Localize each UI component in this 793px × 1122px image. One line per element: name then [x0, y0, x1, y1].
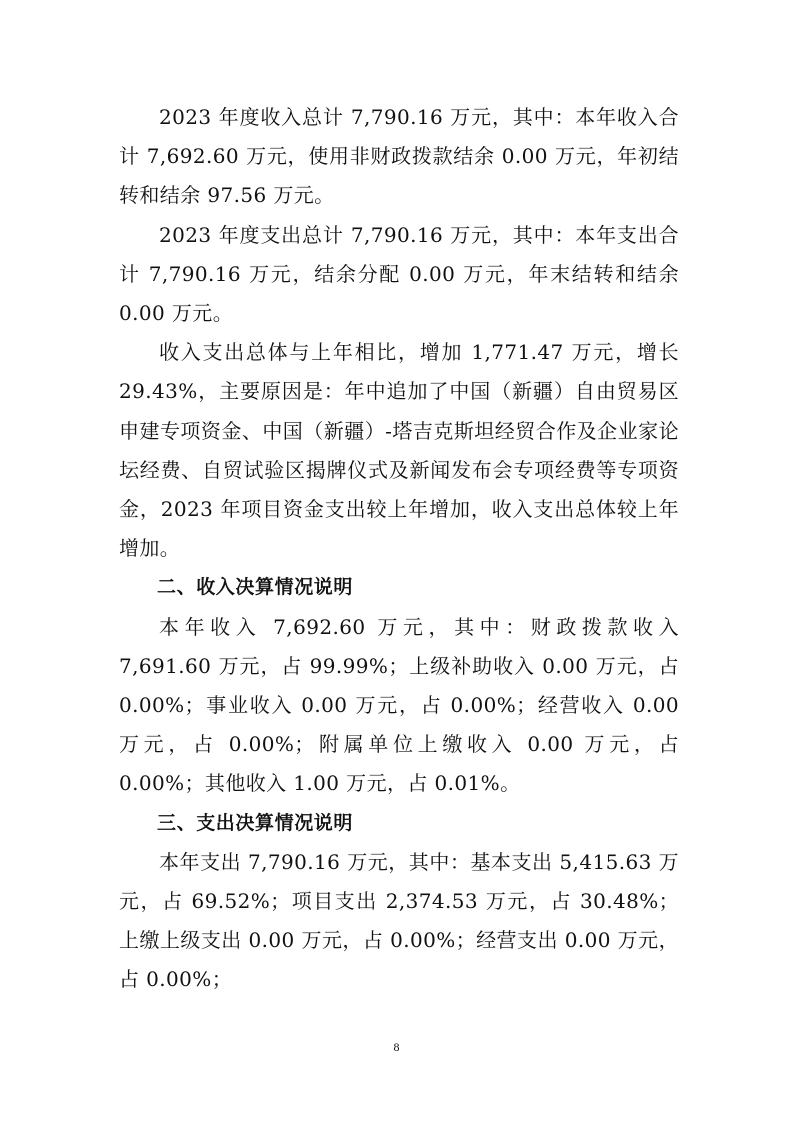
page-number: 8	[393, 1040, 400, 1054]
heading-expense-section: 三、支出决算情况说明	[157, 811, 354, 834]
paragraph-income-details: 本年收入 7,692.60 万元，其中：财政拨款收入 7,691.60 万元，占 99.99%；上级补助收入 0.00 万元，占 0.00%；事业收入 0.00 万元，占 0.00%；经营收入 0.00 万元，占 0.00%；附属单位上缴收入 0.00 万元，占 0.00%；其他收入 1.00 万元，占 0.01%。	[119, 614, 679, 796]
paragraph-income-total: 2023 年度收入总计 7,790.16 万元，其中：本年收入合计 7,692.60 万元，使用非财政拨款结余 0.00 万元，年初结转和结余 97.56 万元。	[119, 105, 679, 208]
paragraph-expense-details: 本年支出 7,790.16 万元，其中：基本支出 5,415.63 万元，占 69.52%；项目支出 2,374.53 万元，占 30.48%；上缴上级支出 0.00 万元，占 0.00%；经营支出 0.00 万元，占 0.00%；	[119, 849, 679, 992]
heading-income-section: 二、收入决算情况说明	[157, 576, 354, 599]
paragraph-year-comparison: 收入支出总体与上年相比，增加 1,771.47 万元，增长 29.43%，主要原因是：年中追加了中国（新疆）自由贸易区申建专项资金、中国（新疆）-塔吉克斯坦经贸合作及企业家论坛经费、自贸试验区揭牌仪式及新闻发布会专项经费等专项资金，2023 年项目资金支出较上年增加，收入支出总体较上年增加。	[119, 340, 679, 561]
document-body	[119, 98, 679, 1000]
paragraph-expense-total: 2023 年度支出总计 7,790.16 万元，其中：本年支出合计 7,790.16 万元，结余分配 0.00 万元，年末结转和结余 0.00 万元。	[119, 222, 679, 326]
